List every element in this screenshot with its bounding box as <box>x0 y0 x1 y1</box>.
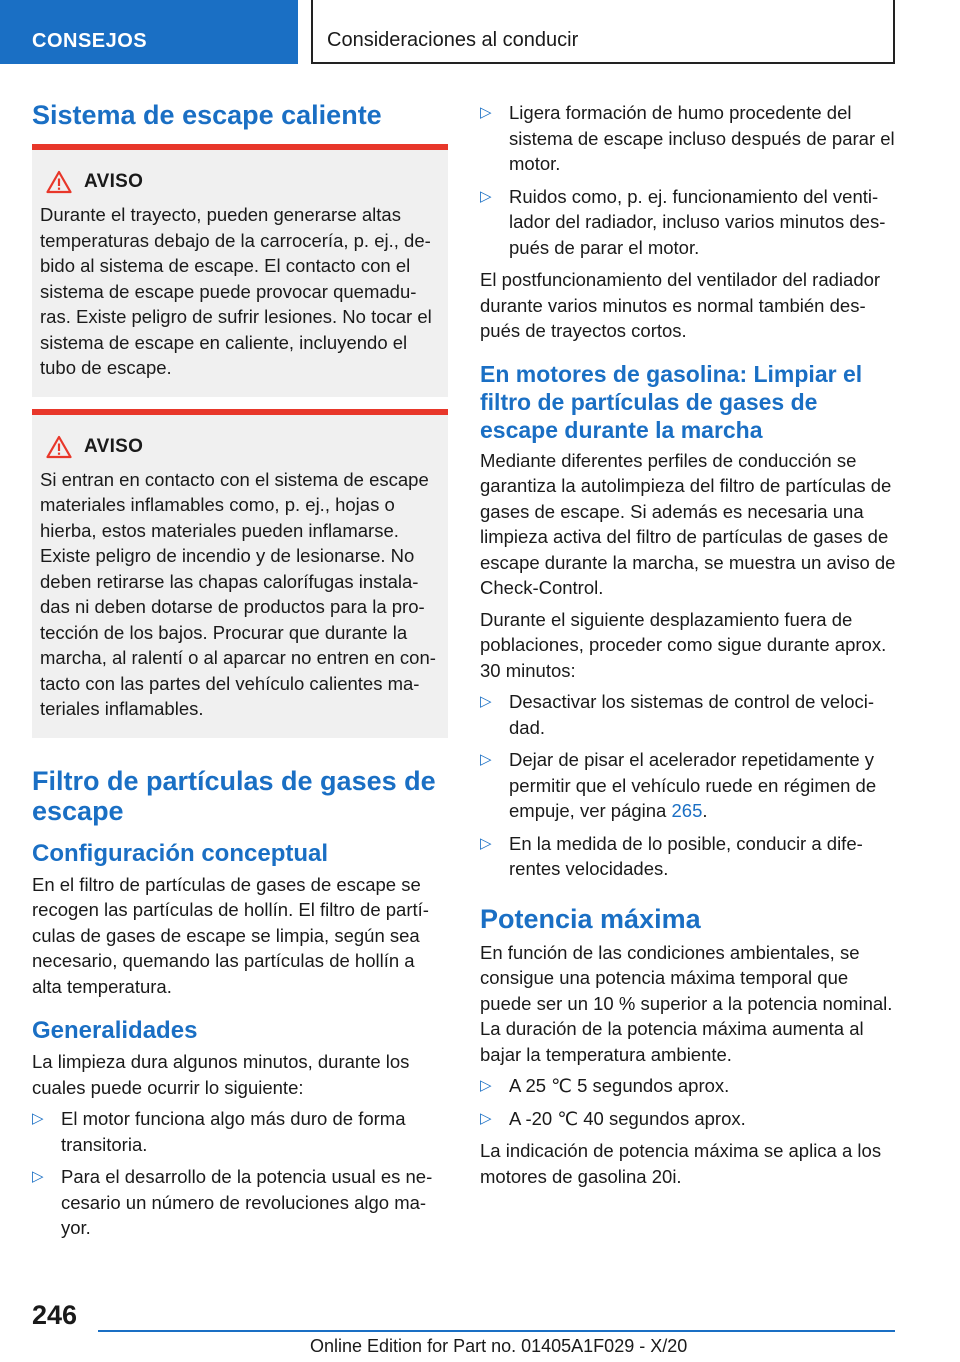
heading-particle-filter: Filtro de partículas de gases de escape <box>32 765 436 826</box>
paragraph: En función de las condiciones ambientales, se consigue una potencia máxima temporal que puede ser un 10 % superior a la potencia nominal. La duración de la potencia máxima aumenta al bajar la temperatura ambiente. <box>480 941 893 1065</box>
heading-max-power: Potencia máxima <box>480 903 701 934</box>
heading-hot-exhaust: Sistema de escape caliente <box>32 100 382 130</box>
footer-divider <box>98 1330 895 1332</box>
list-item: ▷ Ligera formación de humo procedente del sistema de escape incluso después de parar el motor. <box>480 102 895 174</box>
list-item: ▷ A -20 ℃ 40 segundos aprox. <box>480 1106 896 1132</box>
bullet-list <box>32 1106 448 1241</box>
paragraph: En el filtro de partículas de gases de escape se recogen las partículas de hollín. El filtro de partículas de gases de escape se limpia, según sea necesario, quemando las partículas de hollín a alta temperatura. <box>32 873 429 997</box>
triangle-bullet-icon: ▷ <box>480 751 492 768</box>
left-column <box>32 100 448 1248</box>
chapter-header <box>311 0 895 64</box>
chapter-title: Consideraciones al conducir <box>327 29 579 51</box>
triangle-bullet-icon: ▷ <box>480 693 492 710</box>
bullet-list <box>480 689 896 882</box>
paragraph: Durante el siguiente desplazamiento fuera de poblaciones, proceder como sigue durante aprox. 30 minutos: <box>480 608 887 681</box>
section-title: CONSEJOS <box>32 30 148 52</box>
right-column <box>480 100 896 1195</box>
paragraph: La limpieza dura algunos minutos, durante los cuales puede ocurrir lo siguiente: <box>32 1051 410 1098</box>
warning-title: AVISO <box>84 171 144 192</box>
list-item: ▷ A 25 ℃ 5 segundos aprox. <box>480 1073 896 1099</box>
list-item: ▷ El motor funciona algo más duro de forma transitoria. <box>32 1108 406 1155</box>
warning-box <box>32 409 448 738</box>
paragraph: Mediante diferentes perfiles de conducción se garantiza la autolimpieza del filtro de partículas de gases de escape. Si además es necesaria una limpieza activa del filtro de partículas de gases de escape durante la marcha, se muestra un aviso de Check-Control. <box>480 449 896 598</box>
triangle-bullet-icon: ▷ <box>480 1077 492 1094</box>
list-item: ▷ Ruidos como, p. ej. funcionamiento del ventilador del radiador, incluso varios minutos después de parar el motor. <box>480 185 886 258</box>
warning-triangle-icon <box>46 435 72 459</box>
page-reference-link[interactable]: 265 <box>671 800 703 821</box>
edition-footer: Online Edition for Part no. 01405A1F029 - X/20 <box>310 1336 688 1356</box>
list-item: ▷ Desactivar los sistemas de control de velocidad. <box>480 691 875 738</box>
list-item: ▷ En la medida de lo posible, conducir a diferentes velocidades. <box>480 832 863 879</box>
list-item: ▷ Dejar de pisar el acelerador repetidamente y permitir que el vehículo ruede en régimen de empuje, ver página 265. <box>480 749 877 821</box>
warning-title: AVISO <box>84 435 144 457</box>
triangle-bullet-icon: ▷ <box>32 1168 44 1185</box>
subheading-concept: Configuración conceptual <box>32 839 329 867</box>
triangle-bullet-icon: ▷ <box>480 1109 492 1127</box>
paragraph: La indicación de potencia máxima se aplica a los motores de gasolina 20i. <box>480 1140 882 1187</box>
list-item: ▷ Para el desarrollo de la potencia usual es necesario un número de revoluciones algo mayor. <box>32 1166 433 1238</box>
bullet-list <box>480 100 896 260</box>
subheading-gasoline-cleaning: En motores de gasolina: Limpiar el filtro de partículas de gases de escape durante la marcha <box>480 360 863 443</box>
warning-box <box>32 144 448 397</box>
paragraph: El postfuncionamiento del ventilador del radiador durante varios minutos es normal también después de trayectos cortos. <box>480 269 881 341</box>
warning-text: Durante el trayecto, pueden generarse altas temperaturas debajo de la carrocería, p. ej., debido al sistema de escape. El contacto con el sistema de escape puede provocar quemaduras. Existe peligro de sufrir lesiones. No tocar el sistema de escape en caliente, incluyendo el tubo de escape. <box>40 204 432 378</box>
triangle-bullet-icon: ▷ <box>480 104 492 121</box>
subheading-general: Generalidades <box>32 1017 198 1044</box>
triangle-bullet-icon: ▷ <box>480 834 492 852</box>
triangle-bullet-icon: ▷ <box>32 1110 44 1127</box>
section-tab <box>0 0 298 64</box>
warning-text: Si entran en contacto con el sistema de escape materiales inflamables como, p. ej., hojas o hierba, estos materiales pueden inflamarse. Existe peligro de incendio y de lesionarse. No deben retirarse las chapas calorífugas instaladas ni deben dotarse de productos para la protección de los bajos. Procurar que durante la marcha, al ralentí o al aparcar no entren en contacto con las partes del vehículo calientes materiales inflamables. <box>40 468 436 719</box>
warning-triangle-icon <box>46 170 72 194</box>
triangle-bullet-icon: ▷ <box>480 187 492 205</box>
bullet-list <box>480 1073 896 1131</box>
page-number: 246 <box>32 1300 78 1330</box>
